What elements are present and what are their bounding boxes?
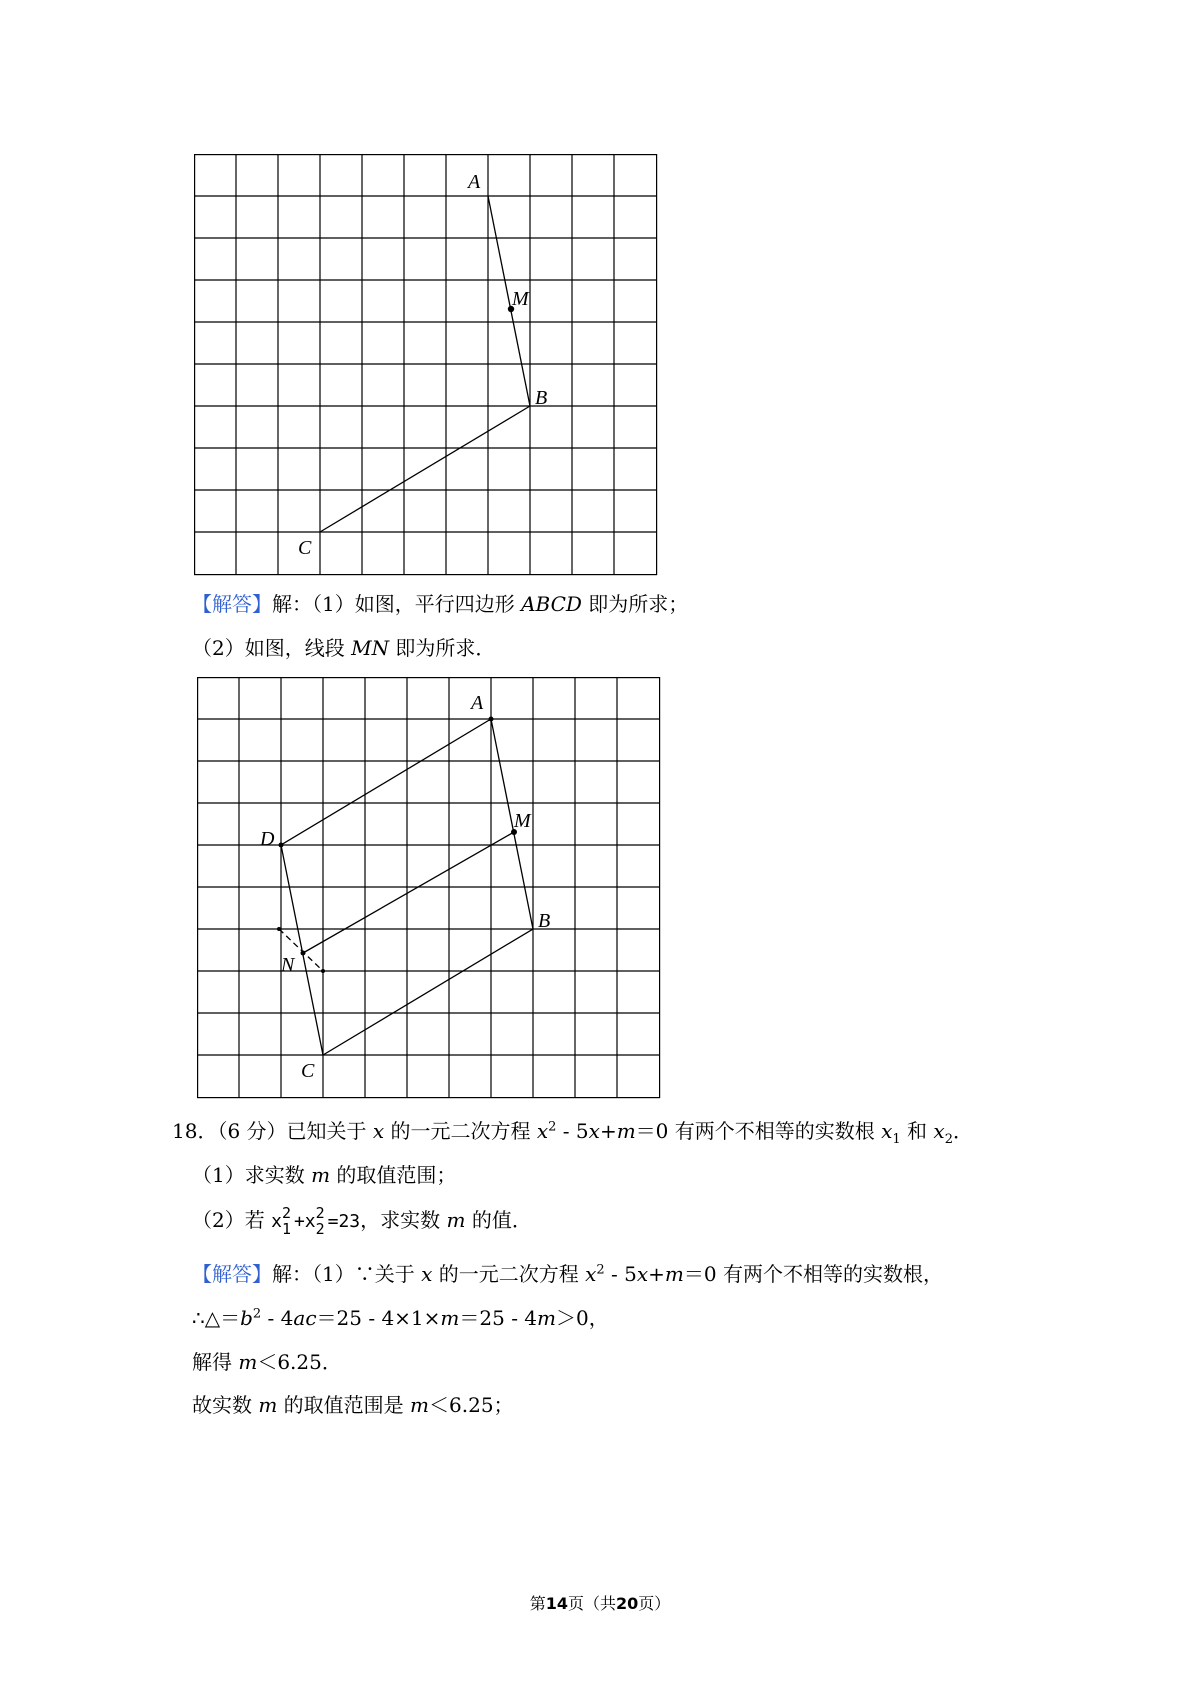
grid-lines (197, 677, 660, 1098)
label-M: M (512, 288, 529, 310)
sum-of-squares-expression: x 2 1 +x 2 2 =23 (271, 1203, 361, 1238)
answer-2-line-4: 故实数 m 的取值范围是 m＜6.25； (192, 1393, 514, 1417)
point-D (279, 843, 284, 848)
question-18-part-1: （1）求实数 m 的取值范围； (192, 1163, 457, 1187)
grid-figure-2 (197, 677, 661, 1101)
label-M: M (514, 810, 531, 832)
label-C: C (298, 537, 312, 559)
page-total: 20 (616, 1594, 639, 1613)
answer-2-line-3: 解得 m＜6.25． (192, 1350, 342, 1374)
point-A (489, 717, 494, 722)
question-18-part-2: （2）若 x 2 1 +x 2 2 =23，求实数 m 的值． (192, 1203, 532, 1238)
question-18-stem: 18．（6 分）已知关于 x 的一元二次方程 $x^2 - 5x+m=0$ 有两个不相等的实数根 $x_1$ 和 $x_2$． (172, 1119, 973, 1147)
grid-lines (194, 154, 657, 575)
answer-1-line-2: （2）如图，线段 MN 即为所求． (192, 636, 496, 660)
answer-2-line-2: $\therefore\triangle=b^2 - 4ac=25 - 4\times 1\times m=25 - 4m>0$， (192, 1306, 609, 1330)
segment-BC (320, 406, 530, 532)
answer-tag: 【解答】 (192, 1262, 272, 1286)
answer-1-line-1: 【解答】解：（1）如图，平行四边形 ABCD 即为所求； (192, 592, 689, 616)
label-B: B (535, 387, 548, 409)
label-D: D (260, 828, 275, 850)
label-C: C (301, 1060, 315, 1082)
point-N (301, 951, 306, 956)
point-aux-1 (277, 927, 281, 931)
answer-tag: 【解答】 (192, 592, 272, 616)
segment-MN (303, 832, 514, 953)
page-number: 14 (545, 1594, 568, 1613)
grid-figure-1 (194, 154, 658, 578)
label-A: A (471, 692, 484, 714)
label-B: B (538, 910, 551, 932)
label-A: A (468, 171, 481, 193)
label-N: N (281, 954, 295, 976)
point-aux-2 (321, 969, 325, 973)
answer-2-line-1: 【解答】解：（1）∵关于 x 的一元二次方程 $x^2 - 5x+m=0$ 有两个不相等的实数根， (192, 1262, 943, 1286)
page-footer: 第14页（共20页） (529, 1594, 671, 1613)
